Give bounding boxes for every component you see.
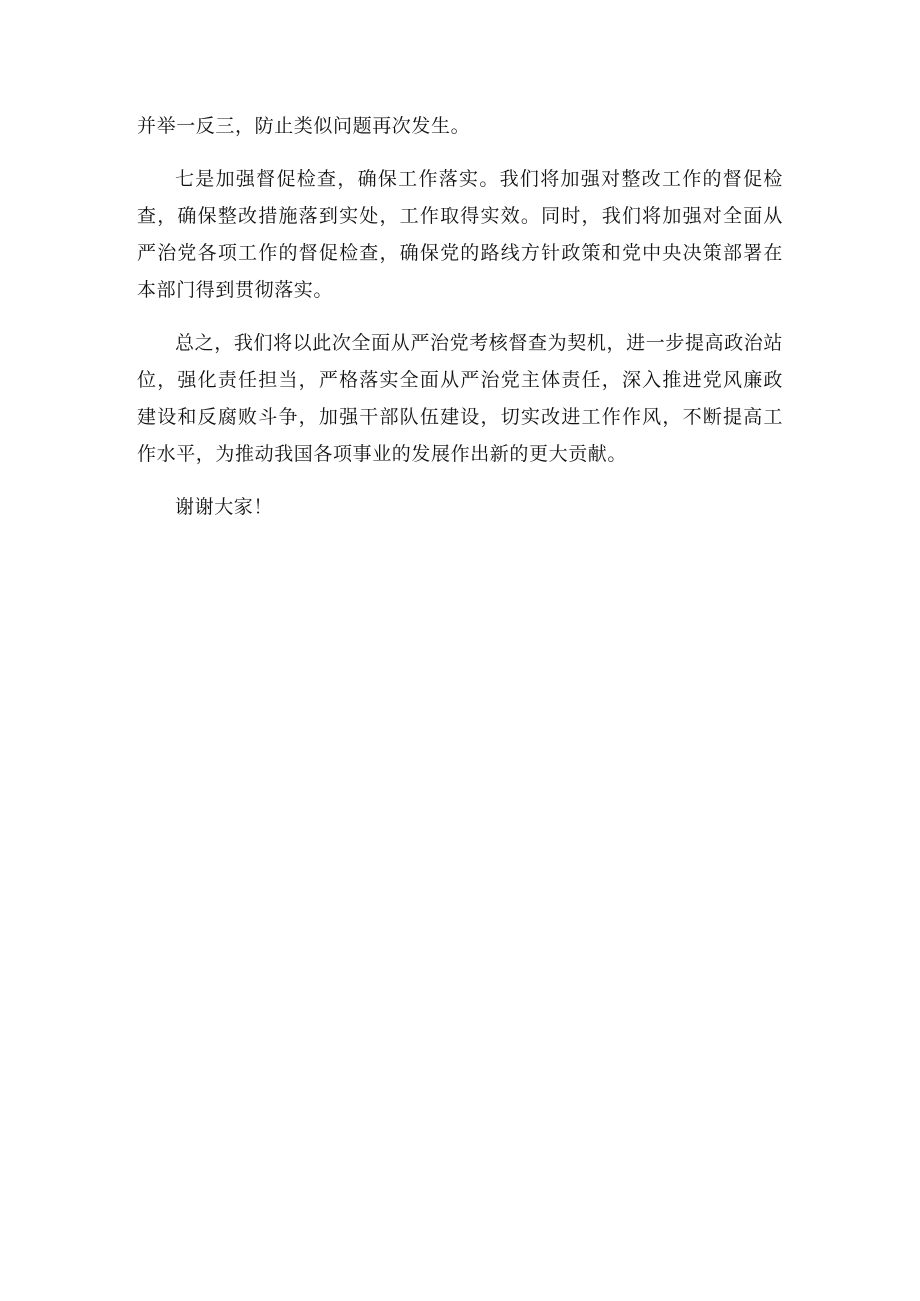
paragraph-continuation: 并举一反三，防止类似问题再次发生。 [137,115,471,137]
paragraph-point-seven: 七是加强督促检查，确保工作落实。我们将加强对整改工作的督促检查，确保整改措施落到实处，工作取得实效。同时，我们将加强对全面从严治党各项工作的督促检查，确保党的路线方针政策和党中央决策部署在本部门得到贯彻落实。 [137,168,783,301]
paragraph-closing-thanks: 谢谢大家！ [175,496,274,518]
paragraph-summary: 总之，我们将以此次全面从严治党考核督查为契机，进一步提高政治站位，强化责任担当，严格落实全面从严治党主体责任，深入推进党风廉政建设和反腐败斗争，加强干部队伍建设，切实改进工作作风，不断提高工作水平，为推动我国各项事业的发展作出新的更大贡献。 [137,332,783,465]
document-body [137,108,783,542]
